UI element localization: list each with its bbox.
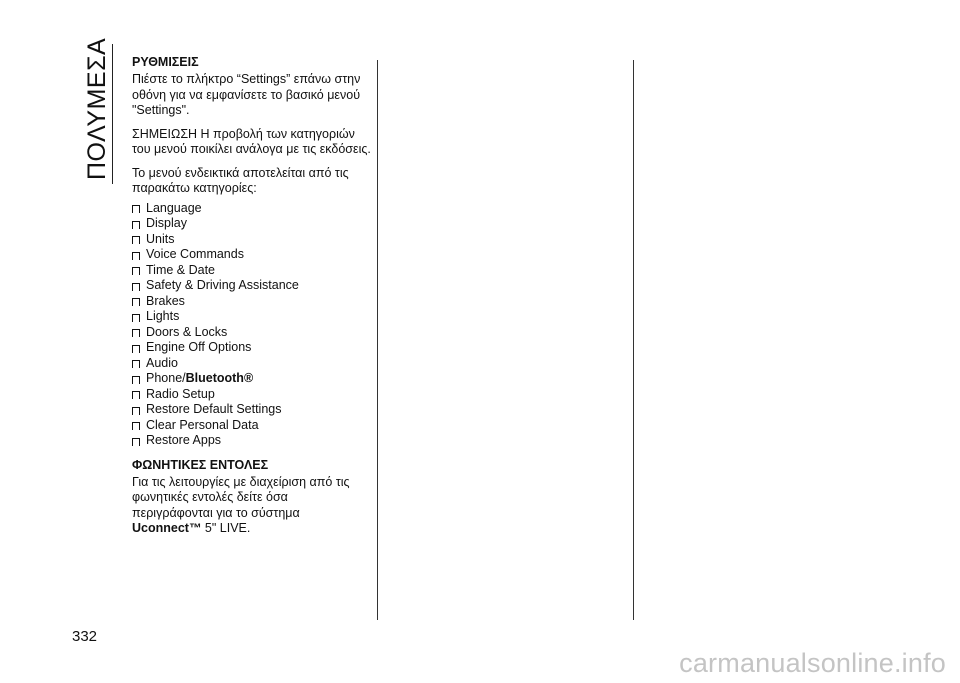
- settings-categories-list: [132, 201, 372, 449]
- list-item: Brakes: [132, 294, 372, 310]
- voice-commands-text: Για τις λειτουργίες με διαχείριση από τις φωνητικές εντολές δείτε όσα περιγράφονται για το σύστημα Uconnect™ 5" LIVE.: [132, 474, 350, 535]
- list-item: Restore Default Settings: [132, 402, 372, 418]
- section-side-title: [82, 37, 112, 180]
- settings-note: ΣΗΜΕΙΩΣΗ Η προβολή των κατηγοριών του μενού ποικίλει ανάλογα με τις εκδόσεις.: [132, 126, 371, 156]
- list-item: Doors & Locks: [132, 325, 372, 341]
- voice-commands-heading: ΦΩΝΗΤΙΚΕΣ ΕΝΤΟΛΕΣ: [132, 457, 269, 472]
- bullet-icon: [132, 205, 140, 213]
- bullet-icon: [132, 236, 140, 244]
- watermark: carmanualsonline.info: [679, 648, 946, 678]
- bullet-icon: [132, 329, 140, 337]
- settings-list-intro: Το μενού ενδεικτικά αποτελείται από τις παρακάτω κατηγορίες:: [132, 165, 349, 195]
- list-item: Radio Setup: [132, 387, 372, 403]
- column-divider: [377, 60, 378, 620]
- bullet-icon: [132, 391, 140, 399]
- list-item: Phone/ Bluetooth®: [132, 371, 372, 387]
- uconnect-brand: Uconnect™: [132, 521, 202, 535]
- list-item: Lights: [132, 309, 372, 325]
- list-item: Clear Personal Data: [132, 418, 372, 434]
- page-number: 332: [72, 628, 98, 645]
- list-item: Units: [132, 232, 372, 248]
- list-item: Display: [132, 216, 372, 232]
- column-divider: [633, 60, 634, 620]
- bullet-icon: [132, 376, 140, 384]
- settings-intro: Πιέστε το πλήκτρο “Settings” επάνω στην οθόνη για να εμφανίσετε το βασικό μενού "Settings".: [132, 72, 361, 117]
- settings-heading: ΡΥΘΜΙΣΕΙΣ: [132, 55, 199, 69]
- bullet-icon: [132, 314, 140, 322]
- bullet-icon: [132, 360, 140, 368]
- bullet-icon: [132, 221, 140, 229]
- bullet-icon: [132, 283, 140, 291]
- text-column: [132, 54, 372, 545]
- bullet-icon: [132, 422, 140, 430]
- list-item: Time & Date: [132, 263, 372, 279]
- list-item: Restore Apps: [132, 433, 372, 449]
- side-title-rule: [112, 44, 113, 184]
- bullet-icon: [132, 407, 140, 415]
- list-item: Voice Commands: [132, 247, 372, 263]
- list-item: Language: [132, 201, 372, 217]
- list-item: Safety & Driving Assistance: [132, 278, 372, 294]
- list-item: Engine Off Options: [132, 340, 372, 356]
- bluetooth-label: Bluetooth®: [185, 371, 254, 385]
- bullet-icon: [132, 345, 140, 353]
- bullet-icon: [132, 252, 140, 260]
- list-item: Audio: [132, 356, 372, 372]
- section-side-title-text: ΠΟΛΥΜΕΣΑ: [83, 37, 111, 180]
- bullet-icon: [132, 267, 140, 275]
- bullet-icon: [132, 298, 140, 306]
- bullet-icon: [132, 438, 140, 446]
